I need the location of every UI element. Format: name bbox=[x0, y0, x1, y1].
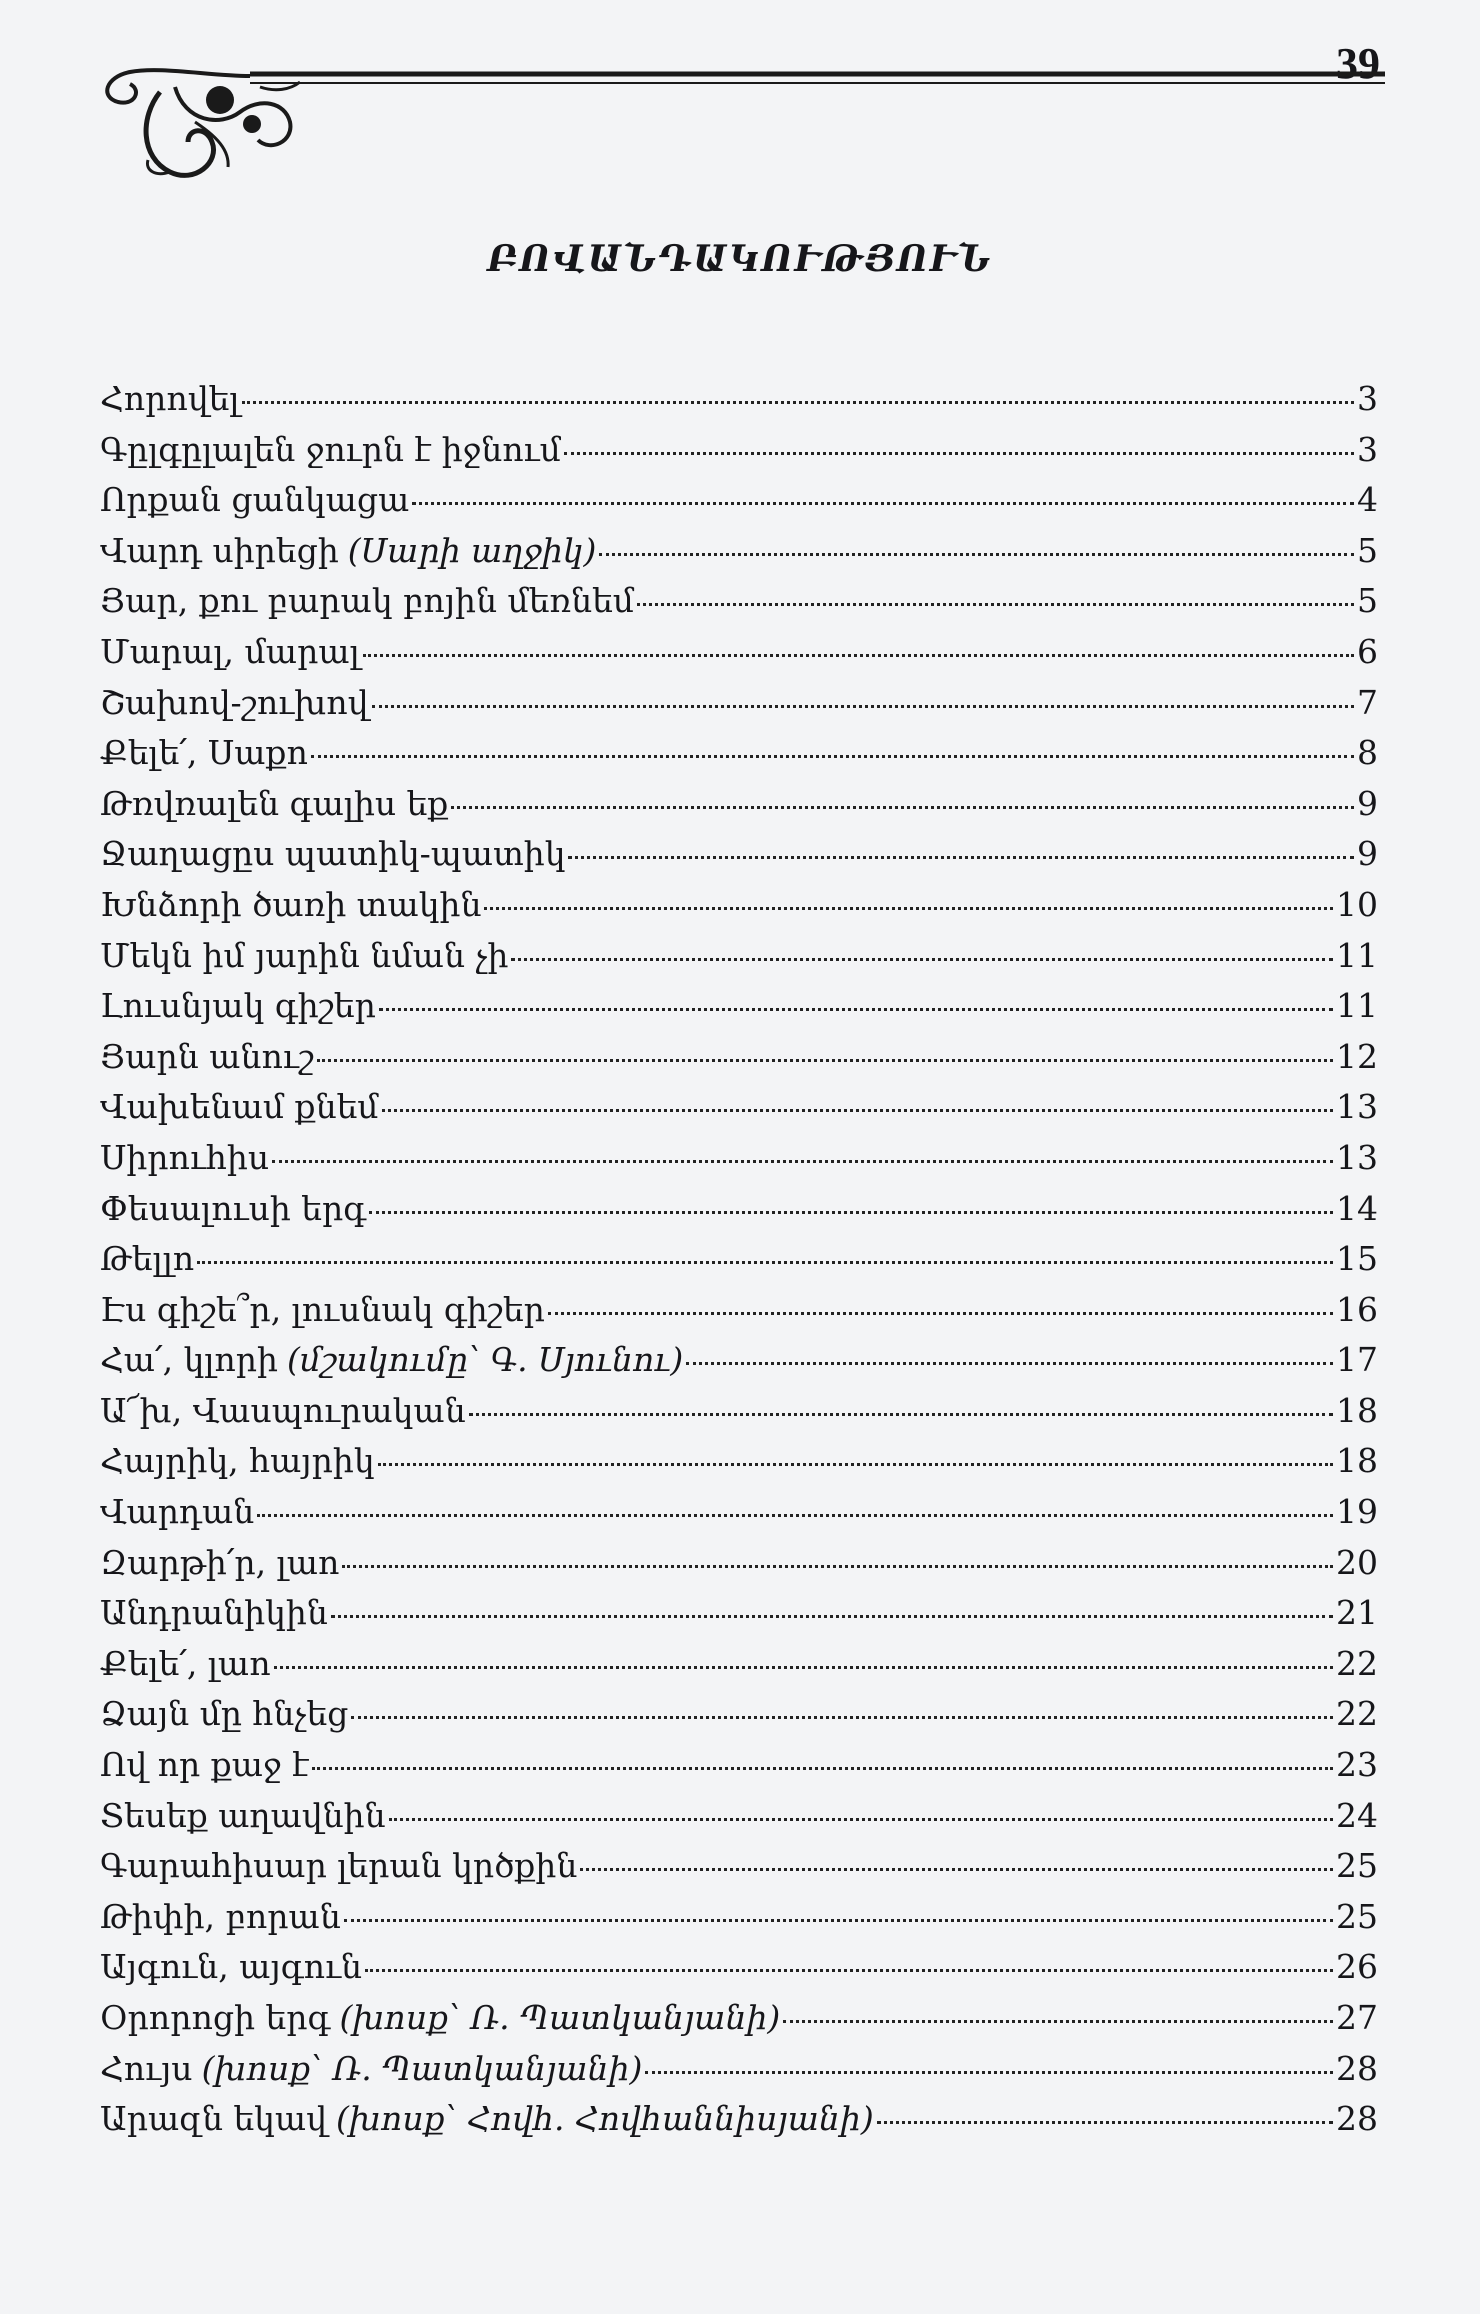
dot-leader bbox=[412, 502, 1354, 505]
toc-entry bbox=[100, 1841, 1378, 1892]
toc-entry-page: 15 bbox=[1336, 1239, 1378, 1279]
toc-entry-page: 27 bbox=[1336, 1998, 1378, 2037]
page-number: 39 bbox=[1336, 39, 1380, 88]
dot-leader bbox=[451, 806, 1354, 809]
toc-entry bbox=[100, 1082, 1378, 1133]
toc-entry bbox=[100, 981, 1378, 1032]
dot-leader bbox=[372, 705, 1354, 708]
toc-entry-page: 17 bbox=[1336, 1340, 1378, 1380]
dot-leader bbox=[379, 1008, 1333, 1011]
toc-entry bbox=[100, 627, 1378, 678]
toc-entry bbox=[100, 1689, 1378, 1740]
toc-entry bbox=[100, 1639, 1378, 1690]
dot-leader bbox=[242, 401, 1354, 404]
toc-entry-title: Մեկն իմ յարին նման չի bbox=[100, 935, 509, 975]
toc-entry bbox=[100, 931, 1378, 982]
toc-entry-title: Ձայն մը հնչեց bbox=[100, 1694, 349, 1734]
dot-leader bbox=[568, 856, 1354, 859]
toc-entry-title: Անդրանիկին bbox=[100, 1593, 328, 1633]
dot-leader bbox=[645, 2071, 1333, 2074]
toc-entry-title: Հույս bbox=[100, 2048, 193, 2088]
toc-entry-page: 23 bbox=[1336, 1745, 1378, 1785]
toc-entry bbox=[100, 829, 1378, 880]
dot-leader bbox=[469, 1413, 1333, 1416]
toc-entry bbox=[100, 678, 1378, 729]
toc-entry-title: Ով որ քաջ է bbox=[100, 1745, 309, 1785]
toc-entry-note: (Սարի աղջիկ) bbox=[347, 530, 597, 570]
toc-entry bbox=[100, 374, 1378, 425]
toc-entry bbox=[100, 576, 1378, 627]
toc-entry-page: 22 bbox=[1336, 1643, 1378, 1683]
toc-entry-page: 5 bbox=[1357, 530, 1378, 570]
toc-entry-title: Քելե՛, Սաքո bbox=[100, 733, 308, 773]
dot-leader bbox=[197, 1261, 1333, 1264]
toc-entry-page: 28 bbox=[1336, 2048, 1378, 2088]
toc-entry-page: 8 bbox=[1357, 733, 1378, 773]
dot-leader bbox=[378, 1463, 1333, 1466]
toc-entry-page: 9 bbox=[1357, 834, 1378, 874]
dot-leader bbox=[257, 1514, 1333, 1517]
toc-entry bbox=[100, 1184, 1378, 1235]
dot-leader bbox=[484, 907, 1333, 910]
toc-entry-title: Վարդան bbox=[100, 1492, 255, 1532]
toc-entry bbox=[100, 1740, 1378, 1791]
toc-entry-page: 26 bbox=[1336, 1947, 1378, 1987]
toc-entry-page: 11 bbox=[1336, 935, 1378, 975]
toc-entry bbox=[100, 1892, 1378, 1943]
toc-entry bbox=[100, 425, 1378, 476]
toc-entry-title: Հորովել bbox=[100, 379, 240, 418]
toc-entry-title: Այգուն, այգուն bbox=[100, 1947, 363, 1987]
toc-entry bbox=[100, 1942, 1378, 1993]
toc-entry bbox=[100, 1032, 1378, 1083]
toc-entry-title: Որքան ցանկացա bbox=[100, 480, 410, 520]
toc-entry bbox=[100, 526, 1378, 577]
toc-entry-page: 18 bbox=[1336, 1441, 1378, 1481]
toc-entry-page: 11 bbox=[1336, 986, 1378, 1026]
toc-entry-page: 25 bbox=[1336, 1896, 1378, 1936]
toc-entry-title: Ա՜խ, Վասպուրական bbox=[100, 1390, 466, 1430]
toc-entry bbox=[100, 1538, 1378, 1589]
dot-leader bbox=[877, 2121, 1333, 2124]
dot-leader bbox=[369, 1211, 1333, 1214]
toc-entry-title: Թռվռալեն գալիս եք bbox=[100, 783, 449, 823]
dot-leader bbox=[511, 958, 1333, 961]
toc-entry bbox=[100, 779, 1378, 830]
dot-leader bbox=[599, 553, 1354, 556]
toc-entry-page: 9 bbox=[1357, 783, 1378, 823]
dot-leader bbox=[580, 1868, 1333, 1871]
dot-leader bbox=[312, 1767, 1333, 1770]
dot-leader bbox=[365, 1969, 1333, 1972]
toc-entry-title: Թիփի, բորան bbox=[100, 1896, 341, 1936]
toc-entry-title: Արազն եկավ bbox=[100, 2099, 327, 2139]
toc-entry bbox=[100, 1993, 1378, 2044]
dot-leader bbox=[389, 1818, 1333, 1821]
toc-entry bbox=[100, 475, 1378, 526]
toc-entry-page: 21 bbox=[1336, 1593, 1378, 1633]
dot-leader bbox=[564, 452, 1354, 455]
toc-entry bbox=[100, 1335, 1378, 1386]
toc-entry-title: Յար, քու բարակ բոյին մեռնեմ bbox=[100, 581, 635, 621]
toc-entry-title: Շախով-շուխով bbox=[100, 682, 369, 722]
dot-leader bbox=[351, 1716, 1333, 1719]
dot-leader bbox=[344, 1919, 1333, 1922]
toc-entry-page: 12 bbox=[1336, 1036, 1378, 1076]
toc-entry-page: 22 bbox=[1336, 1694, 1378, 1734]
dot-leader bbox=[272, 1160, 1333, 1163]
dot-leader bbox=[317, 1059, 1333, 1062]
toc-entry-page: 25 bbox=[1336, 1846, 1378, 1886]
toc-entry bbox=[100, 1133, 1378, 1184]
toc-entry-page: 19 bbox=[1336, 1492, 1378, 1532]
toc-entry-title: Հայրիկ, հայրիկ bbox=[100, 1441, 375, 1481]
table-of-contents-title: ԲՈՎԱՆԴԱԿՈՒԹՅՈՒՆ bbox=[487, 238, 993, 280]
dot-leader bbox=[548, 1312, 1333, 1315]
toc-entry-page: 14 bbox=[1336, 1188, 1378, 1228]
toc-entry-page: 7 bbox=[1357, 682, 1378, 722]
toc-entry-title: Զարթի՛ր, լաո bbox=[100, 1542, 340, 1582]
toc-entry bbox=[100, 1285, 1378, 1336]
toc-entry-title: Խնձորի ծառի տակին bbox=[100, 884, 482, 924]
toc-entry bbox=[100, 1487, 1378, 1538]
toc-entry-title: Հա՛, կլորի bbox=[100, 1340, 278, 1380]
toc-entry-title: Ջաղացըս պատիկ-պատիկ bbox=[100, 834, 566, 874]
toc-entry-page: 24 bbox=[1336, 1795, 1378, 1835]
toc-entry-note: (խոսք՝ Հովհ. Հովհաննիսյանի) bbox=[336, 2099, 874, 2139]
dot-leader bbox=[363, 654, 1354, 657]
toc-entry-note: (խոսք՝ Ռ. Պատկանյանի) bbox=[339, 1998, 781, 2037]
toc-entry-page: 5 bbox=[1357, 581, 1378, 621]
toc-entry bbox=[100, 1234, 1378, 1285]
toc-entry-page: 3 bbox=[1357, 379, 1378, 418]
toc-entry bbox=[100, 1436, 1378, 1487]
toc-entry-page: 20 bbox=[1336, 1542, 1378, 1582]
toc-entry-title: Լուսնյակ գիշեր bbox=[100, 986, 376, 1026]
toc-entry-title: Գըլգըլալեն ջուրն է իջնում bbox=[100, 429, 561, 469]
dot-leader bbox=[331, 1615, 1333, 1618]
toc-entry bbox=[100, 728, 1378, 779]
toc-entry-page: 18 bbox=[1336, 1390, 1378, 1430]
toc-entry-page: 3 bbox=[1357, 429, 1378, 469]
toc-entry-page: 16 bbox=[1336, 1289, 1378, 1329]
toc-entry bbox=[100, 1791, 1378, 1842]
toc-entry-title: Օրորոցի երգ bbox=[100, 1998, 331, 2037]
toc-entry bbox=[100, 1386, 1378, 1437]
toc-entry-page: 10 bbox=[1336, 884, 1378, 924]
toc-entry bbox=[100, 2094, 1378, 2145]
toc-entry-note: (խոսք՝ Ռ. Պատկանյանի) bbox=[201, 2048, 643, 2088]
toc-entry-page: 13 bbox=[1336, 1137, 1378, 1177]
toc-entry-title: Վախենամ քնեմ bbox=[100, 1087, 379, 1127]
toc-entry-title: Սիրուհիս bbox=[100, 1137, 270, 1177]
dot-leader bbox=[311, 755, 1354, 758]
toc-entry-title: Վարդ սիրեցի bbox=[100, 530, 339, 570]
toc-entry-title: Քելե՛, լաո bbox=[100, 1643, 271, 1683]
toc-entry bbox=[100, 1588, 1378, 1639]
dot-leader bbox=[686, 1362, 1333, 1365]
toc-list bbox=[100, 374, 1378, 2145]
toc-entry-note: (մշակումը՝ Գ. Սյունու) bbox=[287, 1340, 684, 1380]
dot-leader bbox=[274, 1666, 1333, 1669]
dot-leader bbox=[342, 1565, 1333, 1568]
toc-entry-title: Փեսալուսի երգ bbox=[100, 1188, 367, 1228]
toc-entry-title: Տեսեք աղավնին bbox=[100, 1795, 386, 1835]
toc-entry bbox=[100, 880, 1378, 931]
dot-leader bbox=[783, 2020, 1333, 2023]
toc-entry bbox=[100, 2044, 1378, 2095]
toc-entry-page: 13 bbox=[1336, 1087, 1378, 1127]
toc-entry-title: Էս գիշե՞ր, լուսնակ գիշեր bbox=[100, 1289, 545, 1329]
toc-entry-page: 6 bbox=[1357, 631, 1378, 671]
floral-ornament-icon bbox=[100, 62, 1385, 192]
toc-entry-page: 28 bbox=[1336, 2099, 1378, 2139]
toc-entry-page: 4 bbox=[1357, 480, 1378, 520]
toc-entry-title: Յարն անուշ bbox=[100, 1036, 315, 1076]
toc-entry-title: Մարալ, մարալ bbox=[100, 631, 360, 671]
toc-entry-title: Թելլո bbox=[100, 1239, 195, 1279]
toc-entry-title: Գարահիսար լերան կրծքին bbox=[100, 1846, 578, 1886]
dot-leader bbox=[637, 603, 1354, 606]
dot-leader bbox=[382, 1109, 1333, 1112]
